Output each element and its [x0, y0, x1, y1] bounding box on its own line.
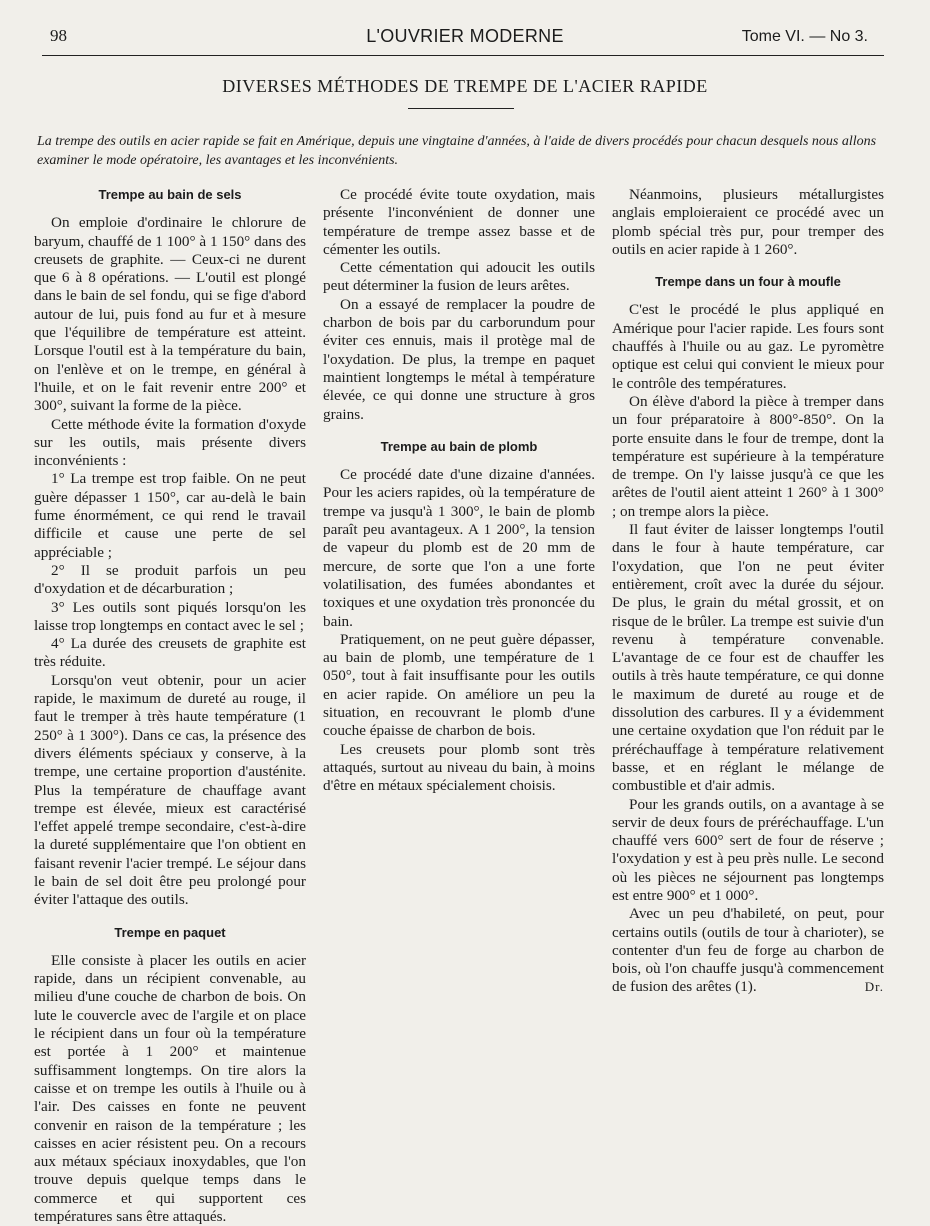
- author-signature: Dr.: [864, 979, 884, 995]
- paragraph: Les creusets pour plomb sont très attaqués, surtout au niveau du bain, à moins d'être en métaux spécialement choisis.: [323, 740, 595, 795]
- paragraph: C'est le procédé le plus appliqué en Amérique pour l'acier rapide. Les fours sont chauffés à l'huile ou au gaz. Le pyromètre optique est celui qui convient le mieux pour le contrôle des températures.: [612, 301, 884, 392]
- paragraph: [612, 905, 884, 996]
- paragraph: Cette cémentation qui adoucit les outils peut déterminer la fusion de leurs arêtes.: [323, 259, 595, 295]
- paragraph: Cette méthode évite la formation d'oxyde sur les outils, mais présente divers inconvénients :: [34, 415, 306, 470]
- paragraph: Lorsqu'on veut obtenir, pour un acier rapide, le maximum de dureté au rouge, il faut le tremper à très haute température (1 250° à 1 300°). Dans ce cas, la présence des divers éléments spéciaux y conserve, à la trempe, une certaine proportion d'austénite. Plus la température de chauffage avant trempe est élevée, mieux est caractérisé l'effet appelé trempe secondaire, c'est-à-dire la dureté supplémentaire que l'on obtient en faisant revenir l'acier trempé. Le séjour dans le bain de sel doit être peu prolongé pour éviter l'attaque des outils.: [34, 671, 306, 909]
- paragraph: 2° Il se produit parfois un peu d'oxydation et de décarburation ;: [34, 561, 306, 598]
- article-intro: La trempe des outils en acier rapide se fait en Amérique, depuis une vingtaine d'années, à l'aide de divers procédés pour chacun desquels nous allons examiner le mode opératoire, les avantages et les inconvénients.: [37, 134, 877, 168]
- issue-label: Tome VI. — No 3.: [741, 28, 868, 45]
- paragraph: 3° Les outils sont piqués lorsqu'on les laisse trop longtemps en contact avec le sel ;: [34, 598, 306, 634]
- paragraph: Pratiquement, on ne peut guère dépasser, au bain de plomb, une température de 1 050°, tout à fait insuffisante pour les outils en acier rapide. On améliore un peu la situation, en recouvrant le plomb d'une couche épaisse de charbon de bois.: [323, 630, 595, 740]
- section-heading-moufle: Trempe dans un four à moufle: [655, 274, 841, 290]
- paragraph: Ce procédé évite toute oxydation, mais présente l'inconvénient de donner une température de trempe assez basse et de cémenter les outils.: [323, 186, 595, 258]
- running-header: [50, 26, 880, 50]
- section-heading-plomb: Trempe au bain de plomb: [380, 438, 538, 454]
- page-number: 98: [50, 26, 67, 45]
- article-title: DIVERSES MÉTHODES DE TREMPE DE L'ACIER RAPIDE: [222, 76, 708, 96]
- section-heading-sels: Trempe au bain de sels: [98, 187, 242, 202]
- paragraph: 4° La durée des creusets de graphite est très réduite.: [34, 635, 306, 671]
- journal-title: L'OUVRIER MODERNE: [366, 26, 564, 46]
- title-rule: [408, 108, 514, 109]
- paragraph: On emploie d'ordinaire le chlorure de baryum, chauffé de 1 100° à 1 150° dans des creusets de graphite. — Ceux-ci ne durent que 6 à 8 opérations. — L'outil est plongé dans le bain de sel fondu, qui se fige d'abord autour de lui, puis fond au fur et à mesure que l'équilibre de température est atteint. Lorsque l'outil est à la température du bain, on l'enlève et on le trempe, en général à l'huile, et on le fait revenir entre 200° et 300°, suivant la forme de la pièce.: [34, 214, 306, 415]
- column-3: [612, 186, 884, 997]
- paragraph: Pour les grands outils, on a avantage à se servir de deux fours de préréchauffage. L'un chauffé vers 600° sert de four de réserve ; l'oxydation y est à peu près nulle. Le second où les pièces ne séjournent pas longtemps est entre 900° et 1 000°.: [612, 795, 884, 904]
- paragraph: On a essayé de remplacer la poudre de charbon de bois par du carborundum pour éviter ces ennuis, mais il protège mal de l'oxydation. De plus, la trempe en paquet maintient longtemps le métal à température élevée, ce qui donne une structure à gros grains.: [323, 295, 595, 423]
- paragraph: Il faut éviter de laisser longtemps l'outil dans le four à haute température, car l'oxydation, que l'on ne peut éviter entièrement, croît avec la durée du séjour. De plus, le grain du métal grossit, et on risque de le brûler. La trempe est suivie d'un revenu à température convenable. L'avantage de ce four est de chauffer les outils à très haute température, ce qui donne le maximum de dureté au rouge et de dissolution des carbures. Il y a évidemment une certaine oxydation que l'on réduit par le préréchauffage à température relativement basse, et en réglant le mélange de combustible et d'air admis.: [612, 521, 884, 795]
- column-2: [323, 186, 595, 796]
- paragraph: 1° La trempe est trop faible. On ne peut guère dépasser 1 150°, car au-delà le bain fume énormément, ce qui rend le travail difficile et cause une perte de sel appréciable ;: [34, 470, 306, 561]
- column-1: [34, 186, 306, 1226]
- header-rule: [42, 55, 884, 56]
- section-heading-paquet: Trempe en paquet: [114, 924, 226, 940]
- paragraph: Elle consiste à placer les outils en acier rapide, dans un récipient convenable, au milieu d'une couche de charbon de bois. On lute le couvercle avec de l'argile et on place le récipient dans un four où la température est portée à 1 200° et maintenue suffisamment longtemps. On tire alors la caisse et on trempe les outils à l'huile ou à l'air. Des caisses en fonte ne peuvent convenir en raison de la température ; les caisses en acier résistent peu. On a recours aux métaux spéciaux inoxydables, que l'on trouve depuis quelque temps dans le commerce et qui supportent ces températures sans être attaqués.: [34, 951, 306, 1226]
- paragraph: On élève d'abord la pièce à tremper dans un four préparatoire à 800°-850°. On la porte ensuite dans le four de trempe, dont la température est supérieure à la température de trempe. On l'y laisse jusqu'à ce que les arêtes de l'outil aient atteint 1 260° à 1 300° ; on trempe alors la pièce.: [612, 392, 884, 520]
- paragraph: Ce procédé date d'une dizaine d'années. Pour les aciers rapides, où la température de trempe va jusqu'à 1 300°, le bain de plomb paraît peu avantageux. A 1 200°, la tension de vapeur du plomb est de 20 mm de mercure, de sorte que l'on a une forte volatilisation, des fumées abondantes et toxiques et une oxydation très prononcée du bain.: [323, 466, 595, 630]
- paragraph: Néanmoins, plusieurs métallurgistes anglais emploieraient ce procédé avec un plomb spécial très pur, pour tremper des outils en acier rapide à 1 260°.: [612, 186, 884, 258]
- paragraph-text: Avec un peu d'habileté, on peut, pour certains outils (outils de tour à charioter), se contenter d'un feu de forge au charbon de bois, où l'on chauffe jusqu'à commencement de fusion des arêtes (1).: [612, 905, 884, 996]
